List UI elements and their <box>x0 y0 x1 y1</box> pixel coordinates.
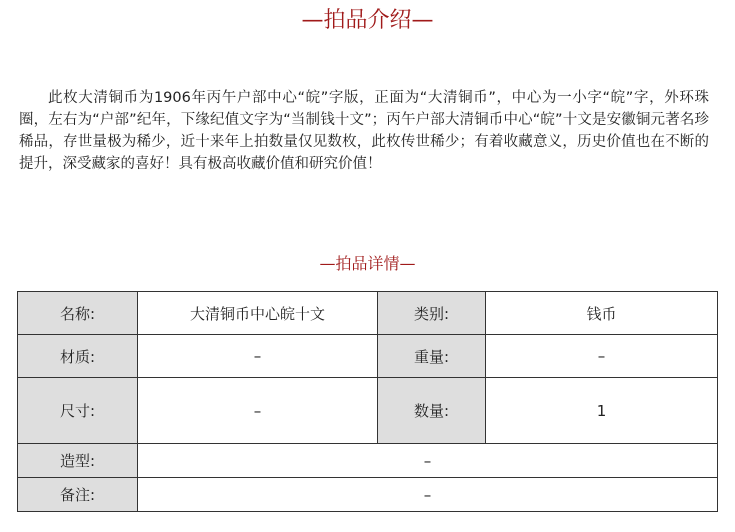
intro-paragraph: 此枚大清铜币为1906年丙午户部中心“皖”字版，正面为“大清铜币”，中心为一小字“皖”字，外环珠圈，左右为“户部”纪年，下缘纪值文字为“当制钱十文”；丙午户部大清铜币中心“皖”十文是安徽铜元著名珍稀品，存世量极为稀少，近十来年上拍数量仅见数枚，此枚传世稀少；有着收藏意义，历史价值也在不断的提升，深受藏家的喜好！具有极高收藏价值和研究价值！ <box>19 90 709 172</box>
details-row-name <box>18 292 718 335</box>
name-value: 大清铜币中心皖十文 <box>138 292 378 335</box>
size-label: 尺寸: <box>18 378 138 444</box>
details-table <box>17 291 718 512</box>
details-row-material <box>18 335 718 378</box>
category-value: 钱币 <box>486 292 718 335</box>
size-value: – <box>138 378 378 444</box>
quantity-value: 1 <box>486 378 718 444</box>
quantity-label: 数量: <box>378 378 486 444</box>
weight-label: 重量: <box>378 335 486 378</box>
note-label: 备注: <box>18 478 138 512</box>
weight-value: – <box>486 335 718 378</box>
details-row-size <box>18 378 718 444</box>
material-label: 材质: <box>18 335 138 378</box>
shape-value: – <box>138 444 718 478</box>
shape-label: 造型: <box>18 444 138 478</box>
name-label: 名称: <box>18 292 138 335</box>
category-label: 类别: <box>378 292 486 335</box>
intro-heading: —拍品介绍— <box>301 8 434 33</box>
details-row-note <box>18 478 718 512</box>
details-heading: —拍品详情— <box>319 254 416 273</box>
material-value: – <box>138 335 378 378</box>
details-row-shape <box>18 444 718 478</box>
note-value: – <box>138 478 718 512</box>
